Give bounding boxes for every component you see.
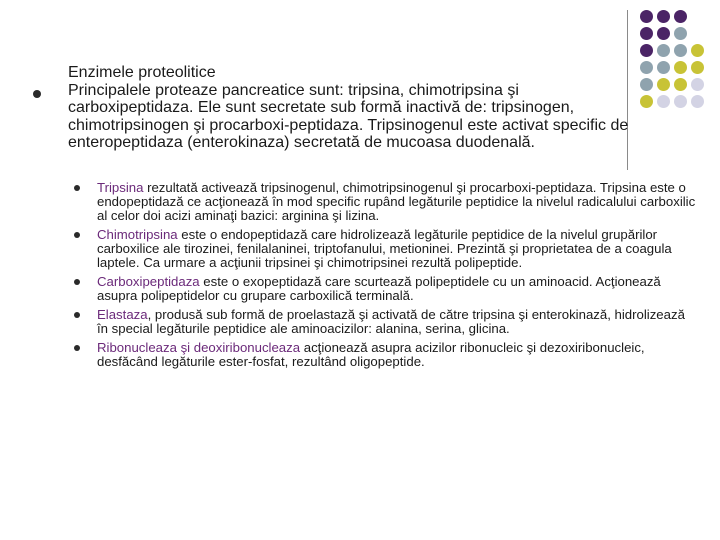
list-item	[97, 228, 697, 270]
term-carboxipeptidaza: carboxipeptidaza	[68, 99, 189, 116]
decorative-dot	[657, 44, 670, 57]
list-item	[97, 275, 697, 303]
list-item	[97, 308, 697, 336]
list-item	[97, 341, 697, 369]
enzyme-term: Carboxipeptidaza	[97, 274, 200, 289]
decorative-dot	[640, 44, 653, 57]
decorative-dot	[691, 44, 704, 57]
enzyme-description: , produsă sub formă de proelastază şi activată de către tripsina şi enterokinază, hidrolizează în special legăturile peptidice ale aminoacizilor: alanina, serina, glicina.	[97, 307, 685, 336]
decorative-dot	[657, 78, 670, 91]
bullet-icon	[74, 345, 80, 351]
decorative-dot	[640, 10, 653, 23]
term-chimotripsina: chimotripsina	[408, 81, 503, 99]
bullet-icon	[74, 312, 80, 318]
decorative-dot	[657, 10, 670, 23]
section-title: Enzimele proteolitice	[68, 64, 216, 81]
intro-paragraph	[68, 82, 648, 152]
decorative-dot	[691, 78, 704, 91]
intro-text-end: . Ele sunt secretate sub formă inactivă de: tripsinogen, chimotripsinogen şi procarboxi-peptidaza. Tripsinogenul este activat specific de enteropeptidaza (enterokinaza) secretată de mucoasa duodenală.	[68, 99, 629, 151]
enzyme-description: este o endopeptidază care hidrolizează legăturile peptidice de la nivelul grupărilor carboxilice ale tirozinei, fenilalaninei, triptofanului, metioninei. Prezintă şi proprietatea de a coagula laptele. Ca urmare a acţiunii tripsinei şi chimotripsinei rezultă polipeptide.	[97, 227, 672, 270]
decorative-dot	[691, 61, 704, 74]
decorative-dot	[674, 10, 687, 23]
decorative-dot	[640, 27, 653, 40]
enzyme-description: acţionează asupra acizilor ribonucleic şi dezoxiribonucleic, desfăcând legăturile ester-fosfat, rezultând oligopeptide.	[97, 340, 645, 369]
decorative-dot	[657, 27, 670, 40]
intro-separator: ,	[399, 81, 409, 99]
enzyme-term: Ribonucleaza şi deoxiribonucleaza	[97, 340, 301, 355]
bullet-icon	[74, 185, 80, 191]
bullet-icon	[74, 232, 80, 238]
enzyme-term: Chimotripsina	[97, 227, 178, 242]
list-item	[97, 181, 697, 223]
enzyme-term: Tripsina	[97, 180, 144, 195]
decorative-dot	[674, 27, 687, 40]
enzyme-description: este o exopeptidază care scurtează polipeptidele cu un aminoacid. Acţionează asupra polipeptidelor cu grupare carboxilică terminală.	[97, 274, 661, 303]
bullet-icon	[74, 279, 80, 285]
intro-text-start: Principalele proteaze pancreatice sunt:	[68, 81, 349, 99]
decorative-dot	[674, 61, 687, 74]
decorative-dot	[691, 95, 704, 108]
main-bullet-icon	[33, 90, 41, 98]
term-tripsina: tripsina	[348, 81, 400, 99]
enzyme-term: Elastaza	[97, 307, 148, 322]
decorative-dot	[674, 78, 687, 91]
decorative-dot	[674, 95, 687, 108]
main-content	[68, 64, 648, 152]
decorative-dot-grid	[640, 10, 720, 120]
decorative-dot	[657, 61, 670, 74]
enzyme-description: rezultată activează tripsinogenul, chimotripsinogenul şi procarboxi-peptidaza. Tripsina este o endopeptidază ce acţionează în mod specific rupând legăturile peptidice la nivelul radicalului carboxilic al celor doi acizi aminaţi bazici: arginina şi lizina.	[97, 180, 696, 223]
intro-separator: şi	[502, 81, 519, 99]
enzyme-list	[97, 181, 697, 369]
decorative-dot	[674, 44, 687, 57]
decorative-dot	[657, 95, 670, 108]
